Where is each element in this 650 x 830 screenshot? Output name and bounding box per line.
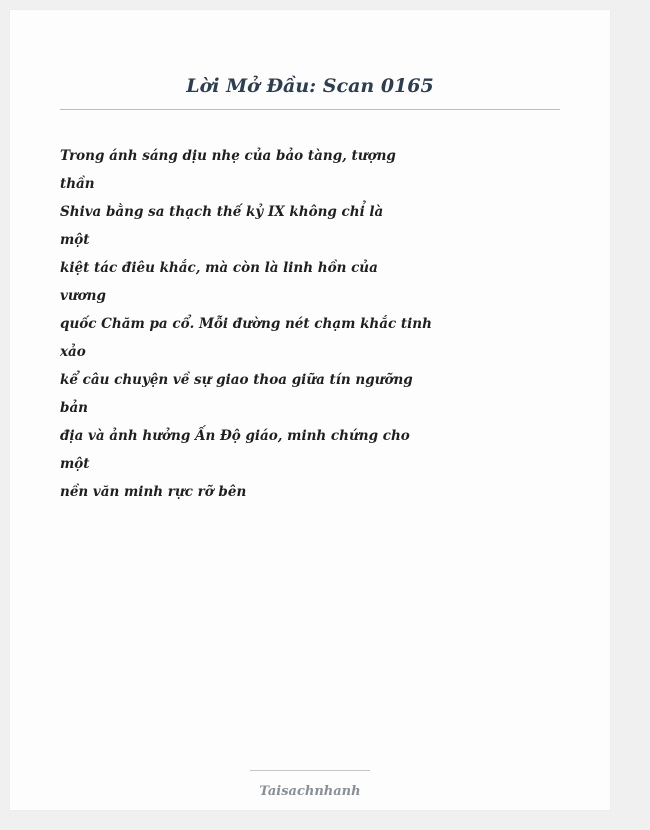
- text-line: thần: [60, 176, 95, 192]
- text-line: kiệt tác điêu khắc, mà còn là linh hồn của: [60, 260, 378, 276]
- text-line: Shiva bằng sa thạch thế kỷ IX không chỉ là: [60, 204, 384, 220]
- title-divider: [60, 109, 560, 110]
- text-line: Trong ánh sáng dịu nhẹ của bảo tàng, tượng: [60, 148, 396, 164]
- text-line: một: [60, 232, 90, 248]
- document-page: [10, 10, 610, 810]
- text-line: địa và ảnh hưởng Ấn Độ giáo, minh chứng cho: [60, 428, 410, 444]
- text-line: kể câu chuyện về sự giao thoa giữa tín ngưỡng: [60, 372, 413, 388]
- text-line: vương: [60, 288, 106, 304]
- footer-brand: Taisachnhanh: [259, 784, 361, 799]
- body-text: [60, 142, 432, 506]
- text-line: quốc Chăm pa cổ. Mỗi đường nét chạm khắc tinh: [60, 316, 432, 332]
- text-line: nền văn minh rực rỡ bên: [60, 484, 247, 500]
- page-title: Lời Mở Đầu: Scan 0165: [186, 75, 434, 97]
- text-line: xảo: [60, 344, 86, 360]
- footer-divider: [250, 770, 370, 771]
- text-line: một: [60, 456, 90, 472]
- text-line: bản: [60, 400, 89, 416]
